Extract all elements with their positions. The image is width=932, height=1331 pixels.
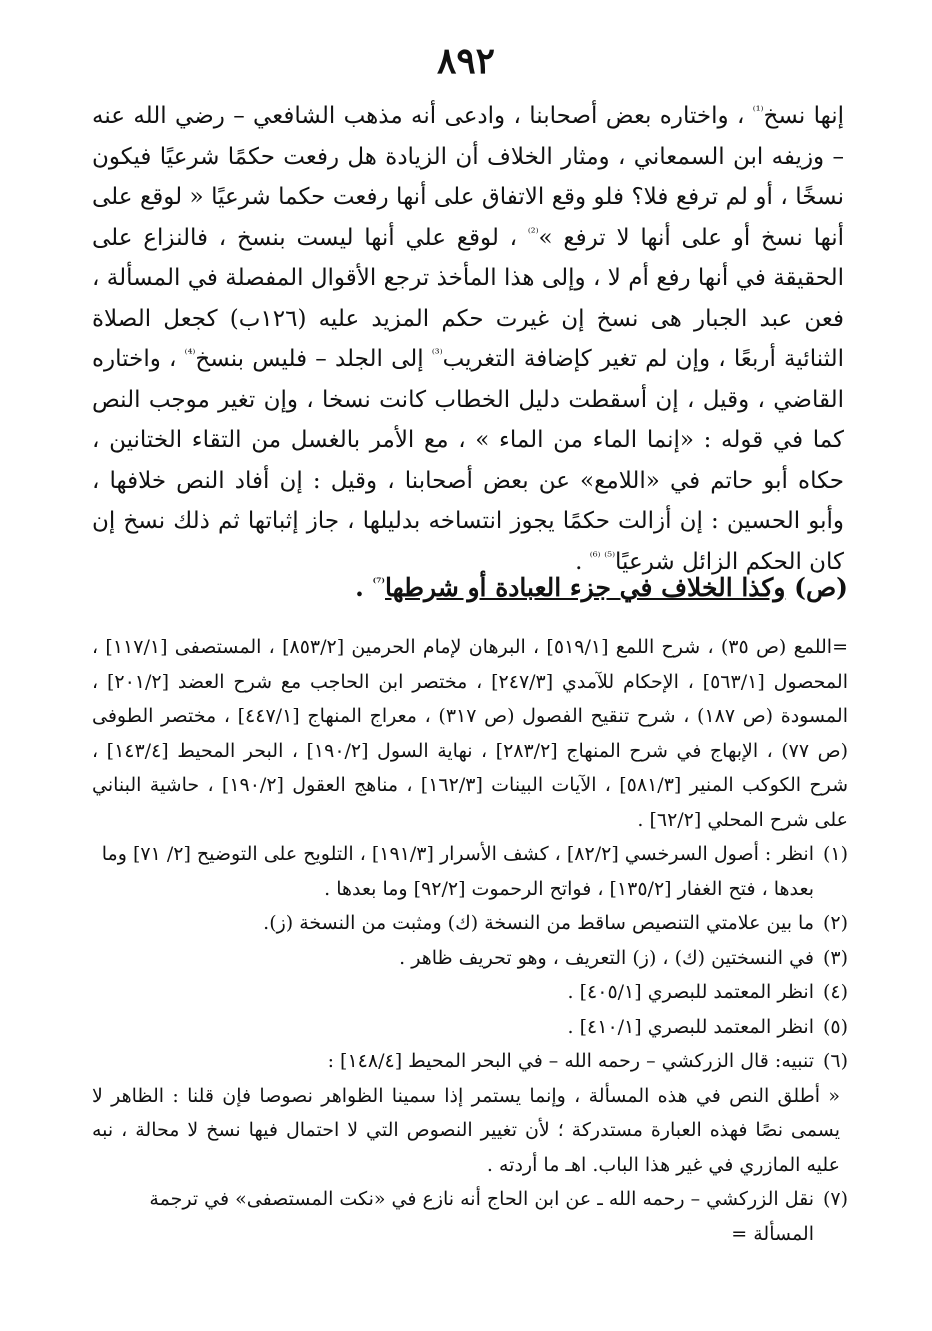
footnote-number: (١) [822, 843, 848, 865]
footnote-text: انظر المعتمد للبصري [٤١٠/١] . [567, 1015, 814, 1038]
footnote-ref-4: ⁽⁴⁾ [184, 346, 196, 361]
page-number: ٨٩٢ [436, 40, 495, 82]
main-text-segment: إنها نسخ [763, 103, 845, 129]
footnote-ref-1: ⁽¹⁾ [752, 103, 764, 118]
footnote [92, 1182, 848, 1251]
continued-footnote: =اللمع (ص ٣٥) ، شرح اللمع [٥١٩/١] ، البرهان لإمام الحرمين [٨٥٣/٢] ، المستصفى [١١٧/١] ، المحصول [٥٦٣/١] ، الإحكام للآمدي [٢٤٧/٣] ، مختصر ابن الحاجب مع شرح العضد [٢٠١/٢] ، المسودة (ص ١٨٧) ، شرح تنقيح الفصول (ص ٣١٧) ، معراج المنهاج [٤٤٧/١] ، مختصر الطوفى (ص ٧٧) ، الإبهاج في شرح المنهاج [٢٨٣/٢] ، نهاية السول [١٩٠/٢] ، البحر المحيط [١٤٣/٤] ، شرح الكوكب المنير [٥٨١/٣] ، الآيات البينات [١٦٢/٣] ، مناهج العقول [١٩٠/٢] ، حاشية البناني على شرح المحلي [٦٢/٢] . [92, 636, 848, 831]
main-text-segment: . [575, 548, 590, 575]
footnote [92, 906, 848, 941]
footnote-text: تنبيه: قال الزركشي – رحمه الله – في البحر المحيط [١٤٨/٤] : [327, 1050, 814, 1072]
footnote-number: (٥) [822, 1015, 848, 1038]
footnote-text: انظر : أصول السرخسي [٨٢/٢] ، كشف الأسرار [١٩١/٣] ، التلويح على التوضيح [٢/ ٧١] وما بعدها ، فتح الغفار [١٣٥/٢] ، فواتح الرحموت [٩٢/٢] وما بعدها . [101, 843, 814, 900]
footnote-number: (٣) [822, 946, 848, 969]
footnote-number: (٦) [822, 1050, 848, 1072]
footnote-text: نقل الزركشي – رحمه الله ـ عن ابن الحاج أنه نازع في «نكت المستصفى» في ترجمة المسألة = [149, 1188, 814, 1245]
footnote-quote: « أطلق النص في هذه المسألة ، وإنما يستمر إذا سمينا الظواهر نصوصا فإن قلنا : الظاهر لا يسمى نصًا فهذه العبارة مستدركة ؛ لأن تغيير النصوص التي لا احتمال فيها نسخ لا محالة ، نبه عليه المازري في غير هذا الباب. اهـ ما أردته . [92, 1084, 840, 1176]
footnote [92, 941, 848, 976]
footnote [92, 1044, 848, 1079]
footnote [92, 1010, 848, 1045]
heading-prefix: (ص) [785, 573, 848, 602]
footnotes [92, 630, 848, 1251]
heading-text: وكذا الخلاف في جزء العبادة أو شرطها [385, 573, 786, 602]
footnote-text: ما بين علامتي التنصيص ساقط من النسخة (ك) ومثبت من النسخة (ز). [263, 912, 814, 934]
main-text-segment: ، لوقع علي أنها ليست بنسخ ، فالنزاع على الحقيقة في أنها رفع أم لا ، وإلى هذا المأخذ ترجع الأقوال المفصلة في المسألة ، فعن عبد الجبار هى نسخ إن غيرت حكم المزيد عليه (١٢٦ب) كجعل الصلاة الثنائية أربعًا ، وإن لم تغير كإضافة التغريب [92, 224, 844, 372]
main-text-segment: ، واختاره بعض أصحابنا ، وادعى أنه مذهب الشافعي – رضي الله عنه – وزيفه ابن السمعاني ، ومثار الخلاف أن الزيادة هل رفعت حكمًا شرعيًا فيكون نسخًا ، أو لم ترفع فلا؟ فلو وقع الاتفاق على أنها رفعت حكما شرعيًا « لوقع على أنها نسخ أو على أنها لا ترفع » [92, 103, 844, 251]
footnote-number: (٧) [822, 1188, 848, 1210]
heading-suffix: . [355, 573, 373, 602]
footnote-number: (٢) [822, 912, 848, 934]
footnote [92, 975, 848, 1010]
main-text-segment: إلى الجلد – فليس بنسخ [195, 346, 432, 372]
footnote-text: انظر المعتمد للبصري [٤٠٥/١] . [567, 981, 814, 1003]
main-paragraph [92, 96, 844, 582]
footnote-ref-2: ⁽²⁾ [527, 224, 539, 239]
footnote-ref-5-6: ⁽⁵⁾ ⁽⁶⁾ [589, 548, 616, 563]
footnote [92, 837, 848, 906]
footnote-number: (٤) [822, 981, 848, 1003]
footnote-ref-7: ⁽⁷⁾ [372, 575, 385, 590]
footnote-ref-3: ⁽³⁾ [431, 346, 443, 361]
section-heading [300, 568, 848, 608]
main-text [92, 96, 844, 582]
footnote-text: في النسختين (ك) ، (ز) التعريف ، وهو تحريف ظاهر . [399, 946, 814, 969]
main-text-segment: ، واختاره القاضي ، وقيل ، إن أسقطت دليل الخطاب كانت نسخا ، وإن تغير موجب النص كما في قوله : «إنما الماء من الماء » ، مع الأمر بالغسل من التقاء الختانين ، حكاه أبو حاتم في «اللامع» عن بعض أصحابنا ، وقيل : إن أفاد النص خلافها ، وأبو الحسين : إن أزالت حكمًا يجوز انتساخه بدليلها ، جاز إثباتها ثم ذلك نسخ إن كان الحكم الزائل شرعيًا [92, 346, 844, 575]
